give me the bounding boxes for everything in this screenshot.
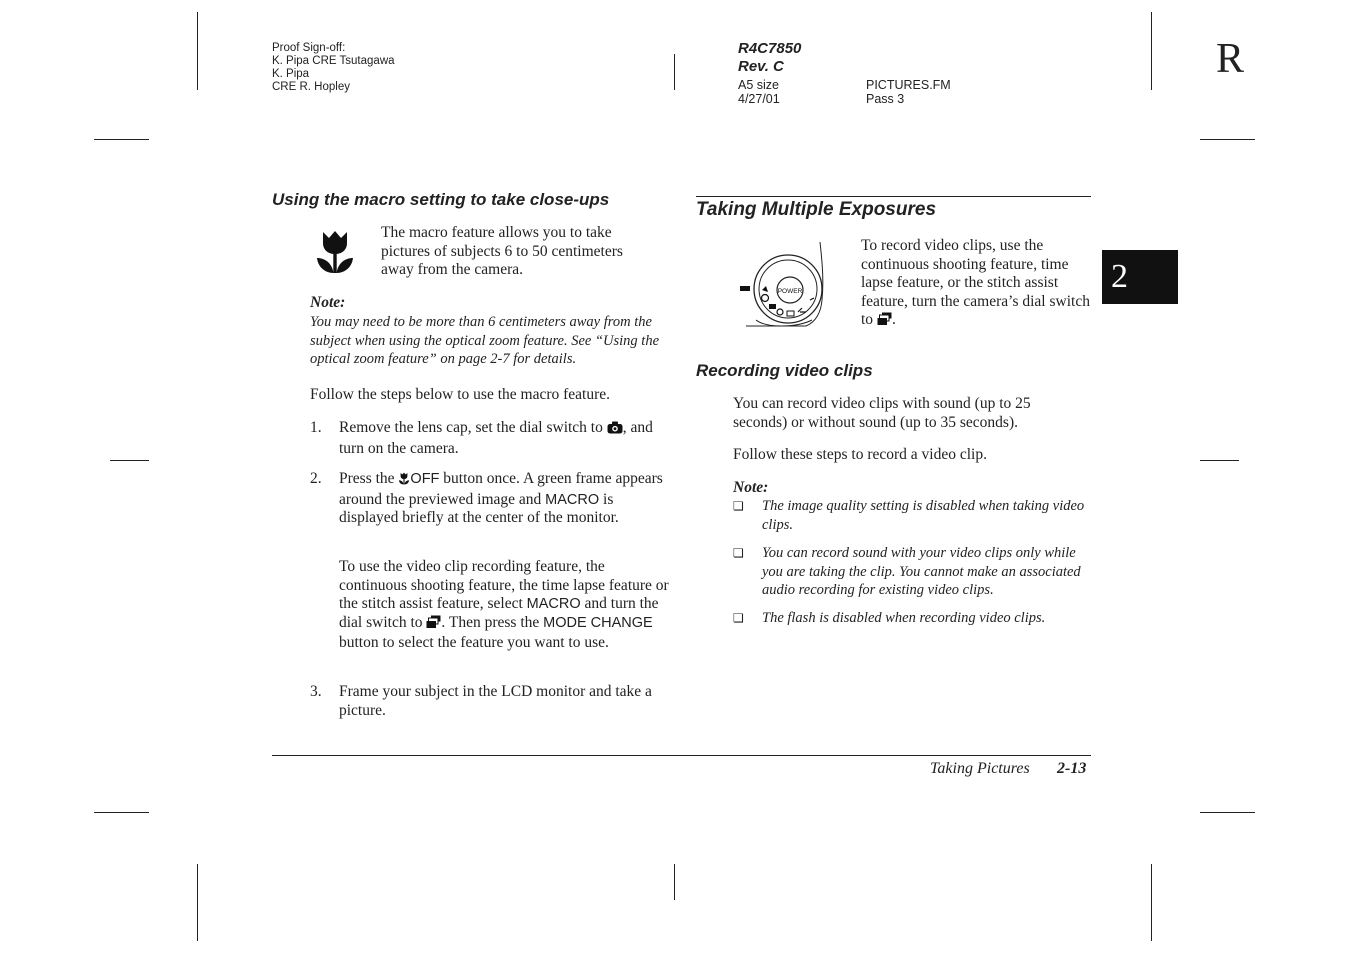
crop-mark [674, 864, 675, 900]
multi-exposure-icon [426, 615, 441, 635]
crop-mark [94, 139, 149, 140]
proof-line: CRE R. Hopley [272, 81, 350, 93]
step-2-text-c: is displayed briefly at the center of the monitor. [339, 490, 619, 526]
step-2-text [339, 470, 673, 528]
step-3-text: Frame your subject in the LCD monitor and take a picture. [339, 683, 652, 719]
checkbox-bullet-icon: ❏ [733, 499, 744, 513]
macro-heading: Using the macro setting to take close-ups [272, 190, 610, 209]
macro-tulip-icon [316, 229, 354, 275]
camera-mode-dial [736, 240, 828, 330]
step-2-extra-b: and turn the dial switch to [339, 595, 659, 631]
step-number: 3. [310, 683, 322, 700]
crop-mark [1200, 812, 1255, 813]
paper-size: A5 size [738, 78, 779, 92]
step-1-text [339, 419, 673, 458]
recording-p1: You can record video clips with sound (up to 25 seconds) or without sound (up to 35 seconds). [733, 395, 1031, 431]
multiple-exposures-text: To record video clips, use the continuous shooting feature, time lapse feature, or the stitch assist feature, turn the camera’s dial switch to [861, 237, 1090, 328]
period: . [891, 311, 896, 328]
heading-rule [696, 196, 1091, 197]
proof-pass: Pass 3 [866, 92, 905, 106]
page-number: 2-13 [1057, 760, 1087, 777]
off-label: OFF [410, 471, 440, 487]
crop-mark [197, 12, 198, 90]
print-date: 4/27/01 [738, 92, 780, 106]
chapter-tab: 2 [1102, 250, 1178, 304]
macro-follow: Follow the steps below to use the macro feature. [310, 386, 611, 403]
crop-mark [1151, 864, 1152, 941]
video-note: You can record sound with your video clips only while you are taking the clip. You cannot make an associated audio recording for existing video clips. [762, 545, 1081, 598]
multi-exposure-icon [877, 312, 892, 332]
step-2-extra-d: button to select the feature you want to use. [339, 634, 609, 651]
checkbox-bullet-icon: ❏ [733, 611, 744, 625]
step-2-text-a: Press the [339, 470, 395, 487]
corner-letter: R [1216, 36, 1245, 82]
mode-change-word: MODE CHANGE [543, 614, 653, 631]
checkbox-bullet-icon: ❏ [733, 546, 744, 560]
dial-power-label: POWER [777, 288, 803, 295]
crop-mark [94, 812, 149, 813]
recording-video-heading: Recording video clips [696, 361, 873, 380]
multiple-exposures-heading: Taking Multiple Exposures [696, 199, 937, 220]
note-label: Note: [310, 294, 346, 311]
step-2-text-b: button once. A green frame appears around the previewed image and [339, 470, 663, 508]
multiple-exposures-intro [861, 237, 1093, 332]
macro-note: You may need to be more than 6 centimeters away from the subject when using the optical zoom feature. See “Using the optical zoom feature” on page 2-7 for details. [310, 314, 660, 367]
step-number: 1. [310, 419, 322, 436]
step-number: 2. [310, 470, 322, 487]
video-note: The flash is disabled when recording video clips. [762, 610, 1046, 626]
proof-line: K. Pipa CRE Tsutagawa [272, 55, 395, 67]
crop-mark [674, 54, 675, 90]
crop-mark [1200, 139, 1255, 140]
proof-signoff [272, 42, 395, 94]
step-1-text-b: , and turn on the camera. [339, 419, 653, 457]
proof-line: K. Pipa [272, 68, 310, 80]
proof-line: Proof Sign-off: [272, 42, 346, 54]
model-number: R4C7850 [738, 40, 802, 57]
step-2-extra [339, 558, 673, 653]
step-2-extra-a: To use the video clip recording feature, the continuous shooting feature, the time lapse feature or the stitch assist feature, select [339, 558, 669, 612]
note-label: Note: [733, 479, 769, 496]
recording-p2: Follow these steps to record a video clip. [733, 446, 987, 463]
crop-mark [1200, 460, 1239, 461]
crop-mark [197, 864, 198, 941]
footer-rule [272, 755, 1091, 756]
camera-icon [607, 421, 623, 440]
footer-chapter: Taking Pictures [930, 760, 1030, 777]
file-name: PICTURES.FM [866, 78, 951, 92]
macro-word: MACRO [545, 491, 600, 508]
macro-button-icon [398, 472, 410, 491]
macro-word: MACRO [526, 596, 581, 612]
revision: Rev. C [738, 58, 784, 75]
macro-intro: The macro feature allows you to take pictures of subjects 6 to 50 centimeters away from the camera. [381, 224, 623, 278]
crop-mark [1151, 12, 1152, 90]
step-2-extra-c: . Then press the [441, 613, 540, 631]
video-note: The image quality setting is disabled when taking video clips. [762, 498, 1085, 533]
crop-mark [110, 460, 149, 461]
step-1-text-a: Remove the lens cap, set the dial switch to [339, 419, 603, 436]
